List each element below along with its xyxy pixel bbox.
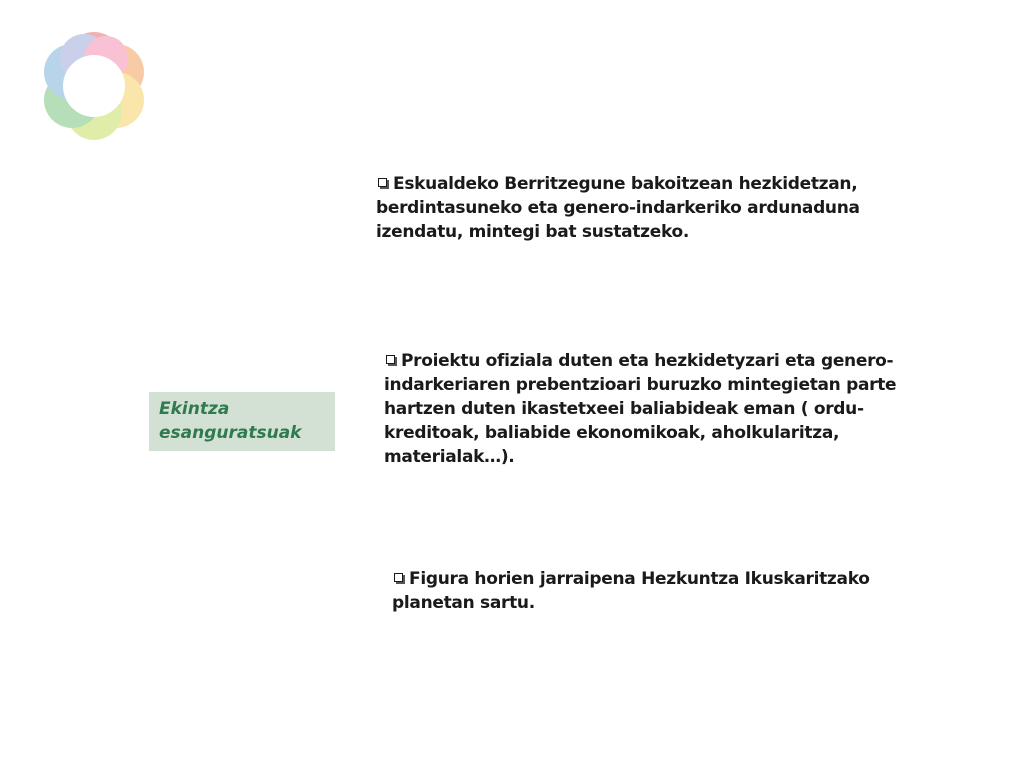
checkbox-bullet-icon (386, 355, 395, 364)
bullet-text-3: Figura horien jarraipena Hezkuntza Ikuskaritzako planetan sartu. (392, 569, 870, 613)
checkbox-bullet-icon (394, 573, 403, 582)
color-wheel-logo-icon (30, 24, 158, 148)
bullet-text-2: Proiektu ofiziala duten eta hezkidetyzari eta genero-indarkeriaren prebentzioari buruzko mintegietan parte hartzen duten ikastetxeei baliabideak eman ( ordu-kreditoak, baliabide ekonomikoak, aholkularitza, materialak…). (384, 351, 897, 467)
bullet-text-1: Eskualdeko Berritzegune bakoitzean hezkidetzan, berdintasuneko eta genero-indarkeriko ardunaduna izendatu, mintegi bat sustatzeko. (376, 174, 860, 242)
section-label-box (149, 392, 335, 451)
checkbox-bullet-icon (378, 178, 387, 187)
bullet-item-1 (376, 172, 916, 244)
bullet-item-2 (384, 349, 929, 469)
section-label: Ekintza esanguratsuak (159, 399, 302, 443)
bullet-item-3 (392, 567, 912, 615)
